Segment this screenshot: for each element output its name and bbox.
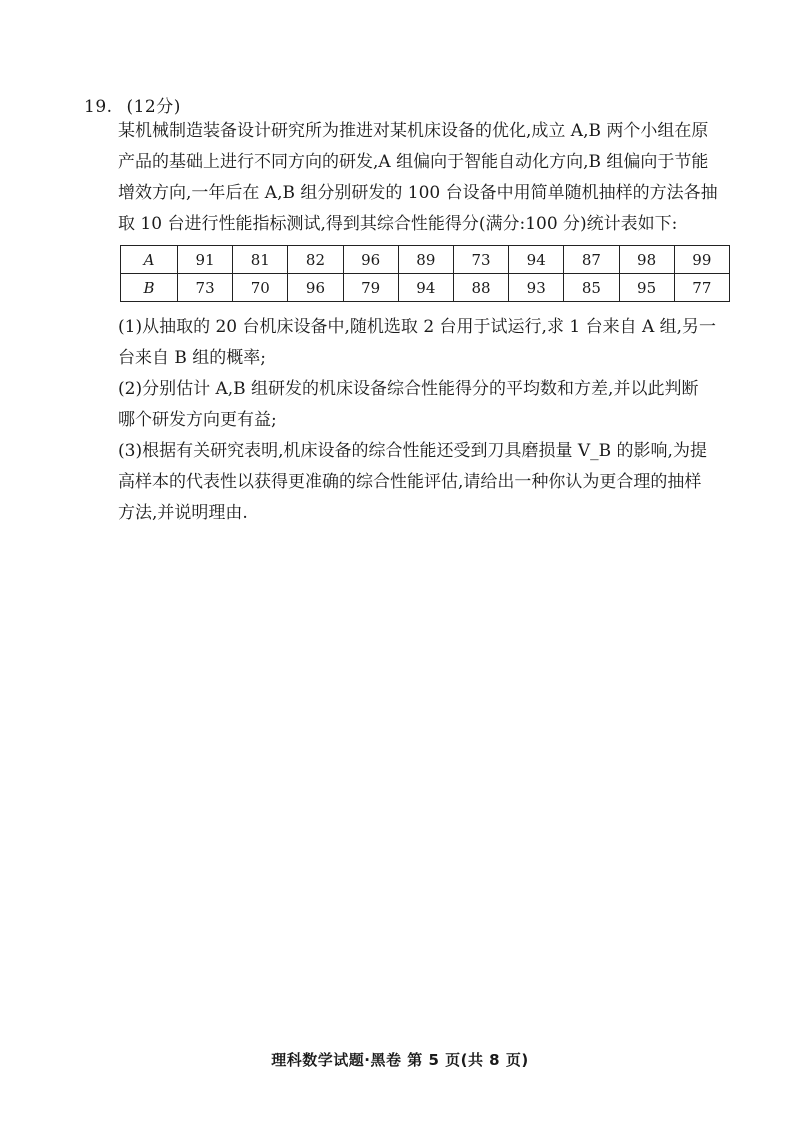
table-cell: 94 xyxy=(398,274,453,302)
intro-line: 某机械制造装备设计研究所为推进对某机床设备的优化,成立 A,B 两个小组在原 xyxy=(118,121,709,141)
table-cell: 82 xyxy=(288,246,343,274)
table-cell: 87 xyxy=(564,246,619,274)
question-number: 19. xyxy=(84,97,113,117)
table-cell: 94 xyxy=(509,246,564,274)
table-cell: 93 xyxy=(509,274,564,302)
part3-line: 高样本的代表性以获得更准确的综合性能评估,请给出一种你认为更合理的抽样 xyxy=(118,472,702,492)
question-points: (12分) xyxy=(126,97,181,117)
question-intro xyxy=(118,116,740,240)
row-label-b: B xyxy=(121,274,178,302)
table-cell: 85 xyxy=(564,274,619,302)
table-row-a xyxy=(121,246,730,274)
part2-line: 哪个研发方向更有益; xyxy=(118,410,277,430)
sub-question-3 xyxy=(118,436,740,529)
intro-line: 取 10 台进行性能指标测试,得到其综合性能得分(满分:100 分)统计表如下: xyxy=(118,214,678,234)
table-cell: 73 xyxy=(178,274,233,302)
table-cell: 96 xyxy=(288,274,343,302)
table-cell: 89 xyxy=(398,246,453,274)
table-cell: 95 xyxy=(619,274,674,302)
part3-line: (3)根据有关研究表明,机床设备的综合性能还受到刀具磨损量 V_B 的影响,为提 xyxy=(118,441,707,461)
sub-question-2 xyxy=(118,374,740,436)
part1-line: 台来自 B 组的概率; xyxy=(118,348,267,368)
question-header xyxy=(84,92,181,117)
row-label-a: A xyxy=(121,246,178,274)
part1-line: (1)从抽取的 20 台机床设备中,随机选取 2 台用于试运行,求 1 台来自 A 组,另一 xyxy=(118,317,717,337)
table-cell: 91 xyxy=(178,246,233,274)
intro-line: 产品的基础上进行不同方向的研发,A 组偏向于智能自动化方向,B 组偏向于节能 xyxy=(118,152,709,172)
page-footer: 理科数学试题·黑卷 第 5 页(共 8 页) xyxy=(271,1051,529,1069)
table-cell: 79 xyxy=(343,274,398,302)
sub-question-1 xyxy=(118,312,740,374)
score-table xyxy=(120,245,730,302)
table-cell: 96 xyxy=(343,246,398,274)
table-cell: 77 xyxy=(674,274,729,302)
table-cell: 70 xyxy=(233,274,288,302)
table-cell: 98 xyxy=(619,246,674,274)
table-cell: 73 xyxy=(453,246,508,274)
table-row-b xyxy=(121,274,730,302)
part3-line: 方法,并说明理由. xyxy=(118,503,248,523)
table-cell: 81 xyxy=(233,246,288,274)
table-cell: 88 xyxy=(453,274,508,302)
part2-line: (2)分别估计 A,B 组研发的机床设备综合性能得分的平均数和方差,并以此判断 xyxy=(118,379,699,399)
table-cell: 99 xyxy=(674,246,729,274)
intro-line: 增效方向,一年后在 A,B 组分别研发的 100 台设备中用简单随机抽样的方法各抽 xyxy=(118,183,718,203)
